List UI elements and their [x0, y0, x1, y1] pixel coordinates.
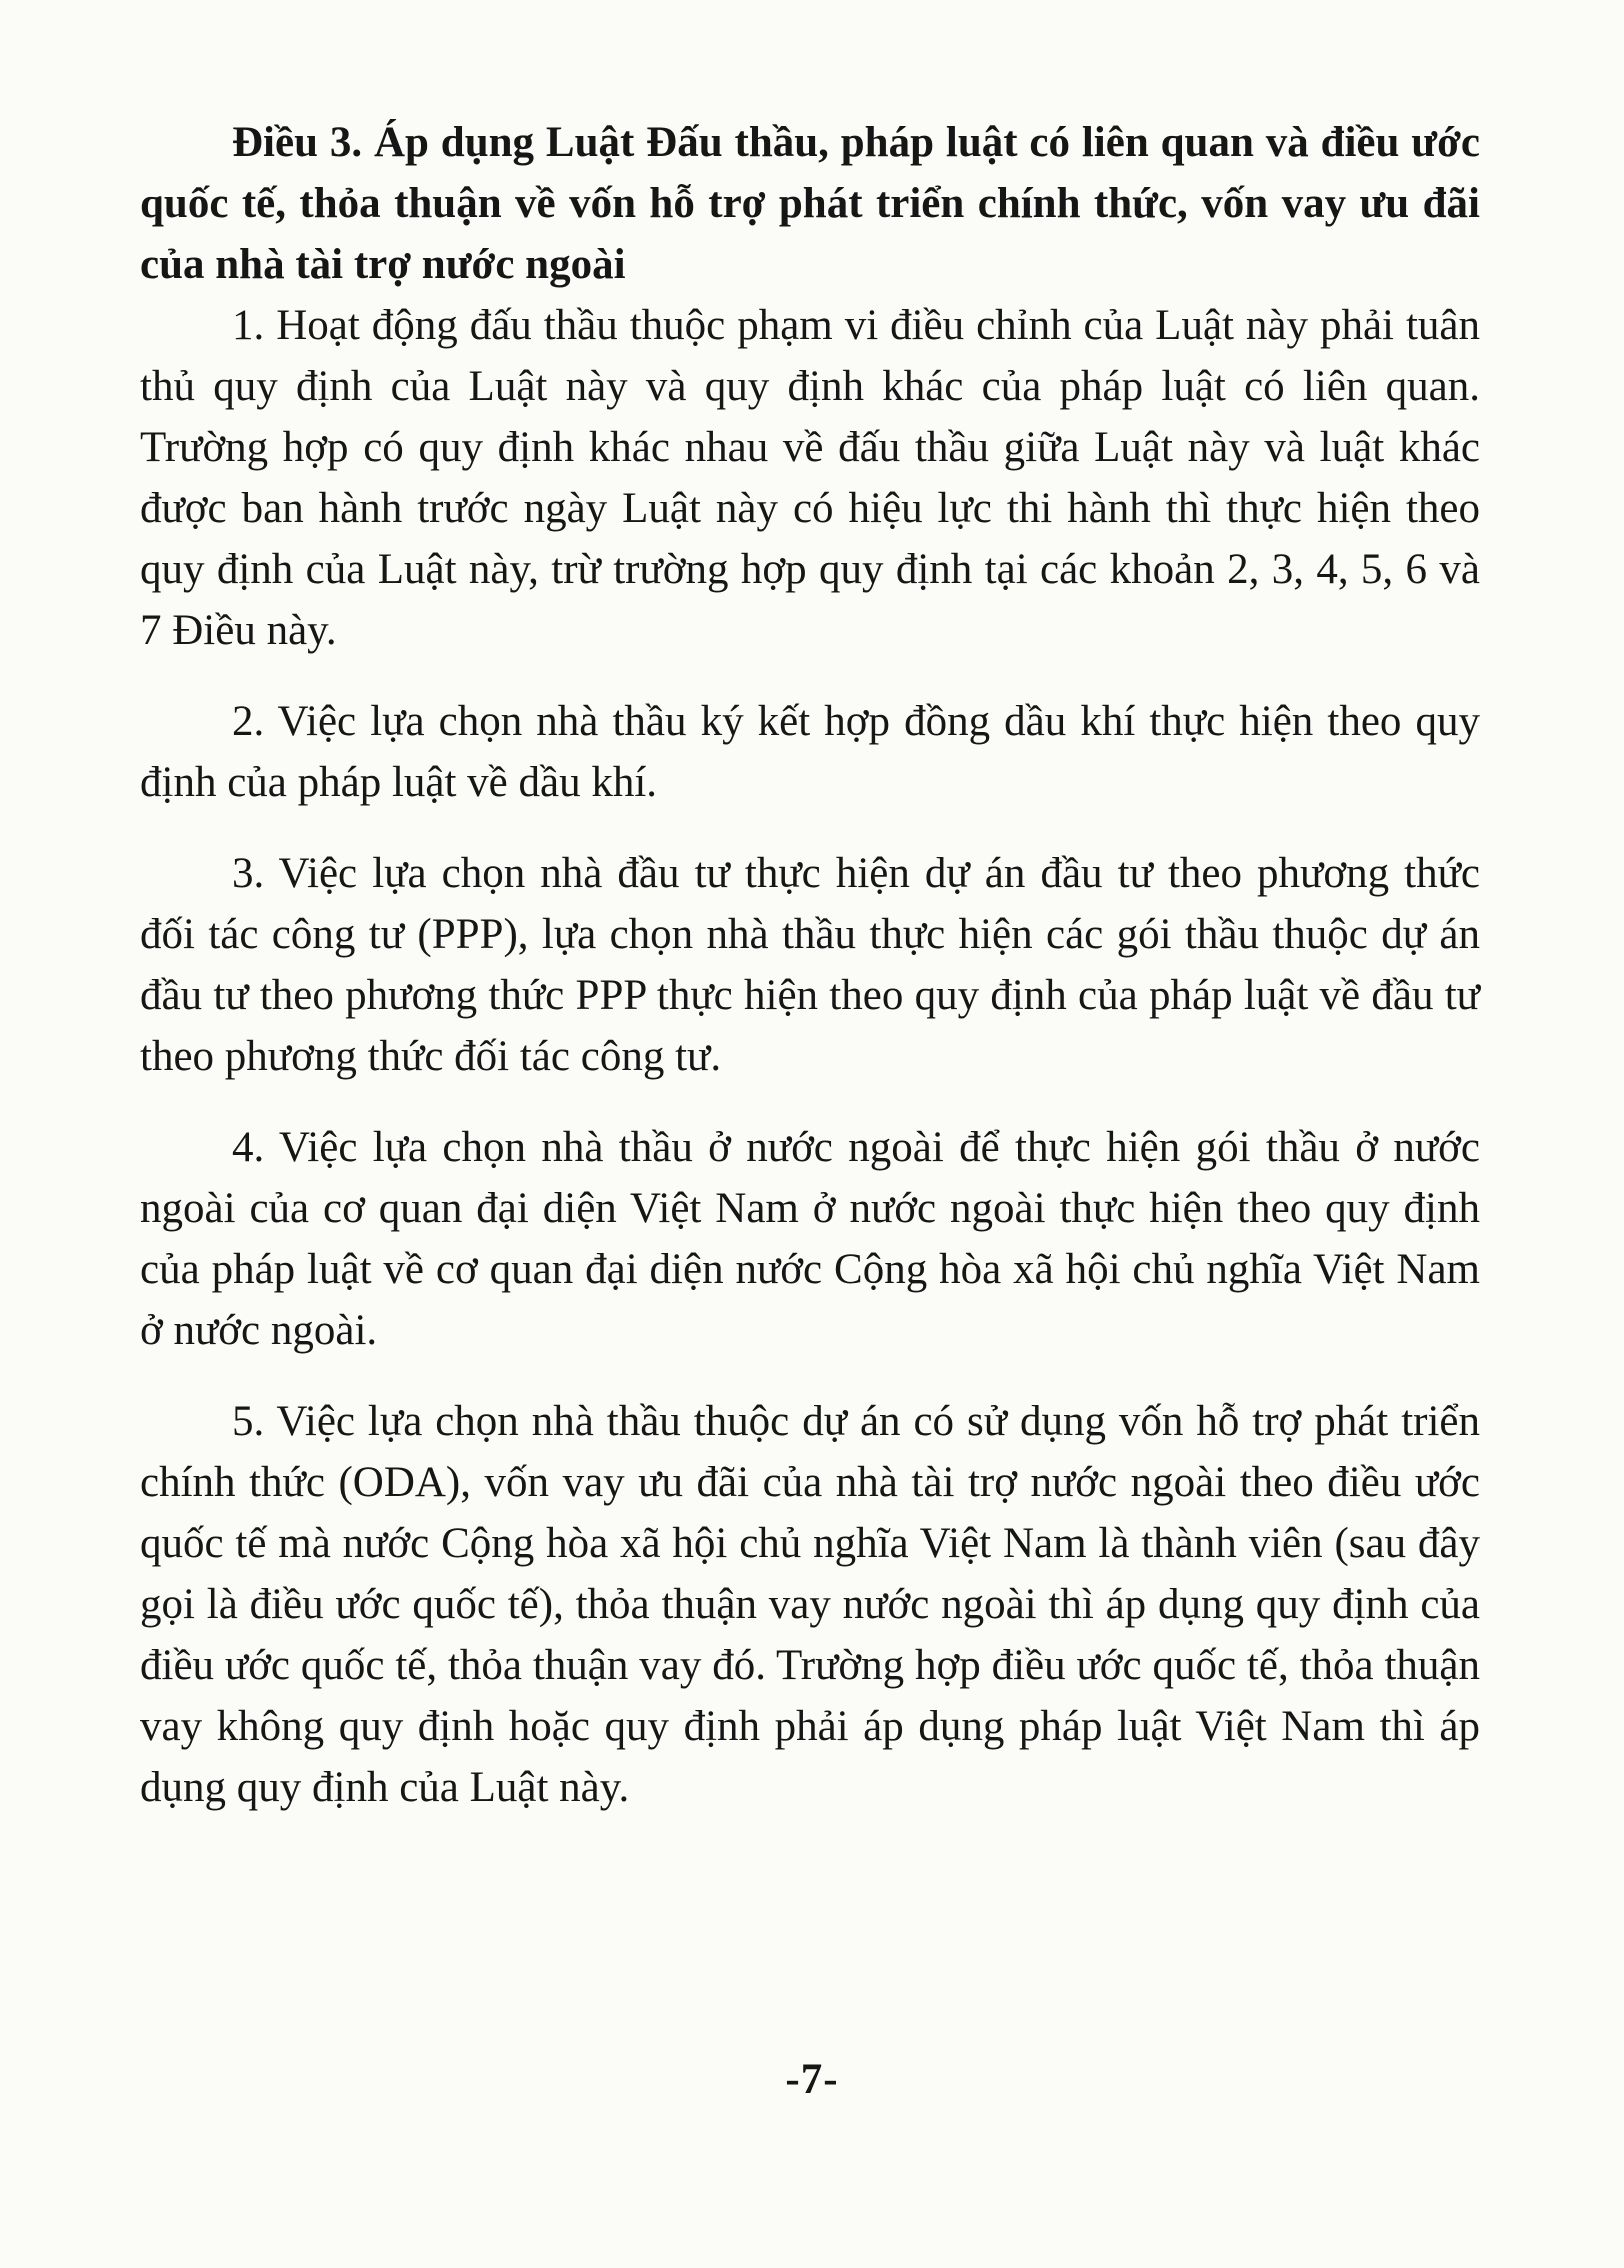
page-number: -7-: [785, 2056, 839, 2103]
paragraph-clause-1: 1. Hoạt động đấu thầu thuộc phạm vi điều chỉnh của Luật này phải tuân thủ quy định của Luật này và quy định khác của pháp luật có liên quan. Trường hợp có quy định khác nhau về đấu thầu giữa Luật này và luật khác được ban hành trước ngày Luật này có hiệu lực thi hành thì thực hiện theo quy định của Luật này, trừ trường hợp quy định tại các khoản 2, 3, 4, 5, 6 và 7 Điều này.: [140, 302, 1480, 654]
paragraph-clause-3: 3. Việc lựa chọn nhà đầu tư thực hiện dự án đầu tư theo phương thức đối tác công tư (PPP), lựa chọn nhà thầu thực hiện các gói thầu thuộc dự án đầu tư theo phương thức PPP thực hiện theo quy định của pháp luật về đầu tư theo phương thức đối tác công tư.: [140, 850, 1480, 1080]
article-body: [140, 112, 1480, 1818]
paragraph-clause-4: 4. Việc lựa chọn nhà thầu ở nước ngoài để thực hiện gói thầu ở nước ngoài của cơ quan đại diện Việt Nam ở nước ngoài thực hiện theo quy định của pháp luật về cơ quan đại diện nước Cộng hòa xã hội chủ nghĩa Việt Nam ở nước ngoài.: [140, 1124, 1480, 1354]
paragraph-clause-2: 2. Việc lựa chọn nhà thầu ký kết hợp đồng dầu khí thực hiện theo quy định của pháp luật về dầu khí.: [140, 698, 1480, 806]
paragraph-clause-5: 5. Việc lựa chọn nhà thầu thuộc dự án có sử dụng vốn hỗ trợ phát triển chính thức (ODA), vốn vay ưu đãi của nhà tài trợ nước ngoài theo điều ước quốc tế mà nước Cộng hòa xã hội chủ nghĩa Việt Nam là thành viên (sau đây gọi là điều ước quốc tế), thỏa thuận vay nước ngoài thì áp dụng quy định của điều ước quốc tế, thỏa thuận vay đó. Trường hợp điều ước quốc tế, thỏa thuận vay không quy định hoặc quy định phải áp dụng pháp luật Việt Nam thì áp dụng quy định của Luật này.: [140, 1398, 1480, 1811]
article-heading: Điều 3. Áp dụng Luật Đấu thầu, pháp luật có liên quan và điều ước quốc tế, thỏa thuận về vốn hỗ trợ phát triển chính thức, vốn vay ưu đãi của nhà tài trợ nước ngoài: [140, 119, 1480, 288]
